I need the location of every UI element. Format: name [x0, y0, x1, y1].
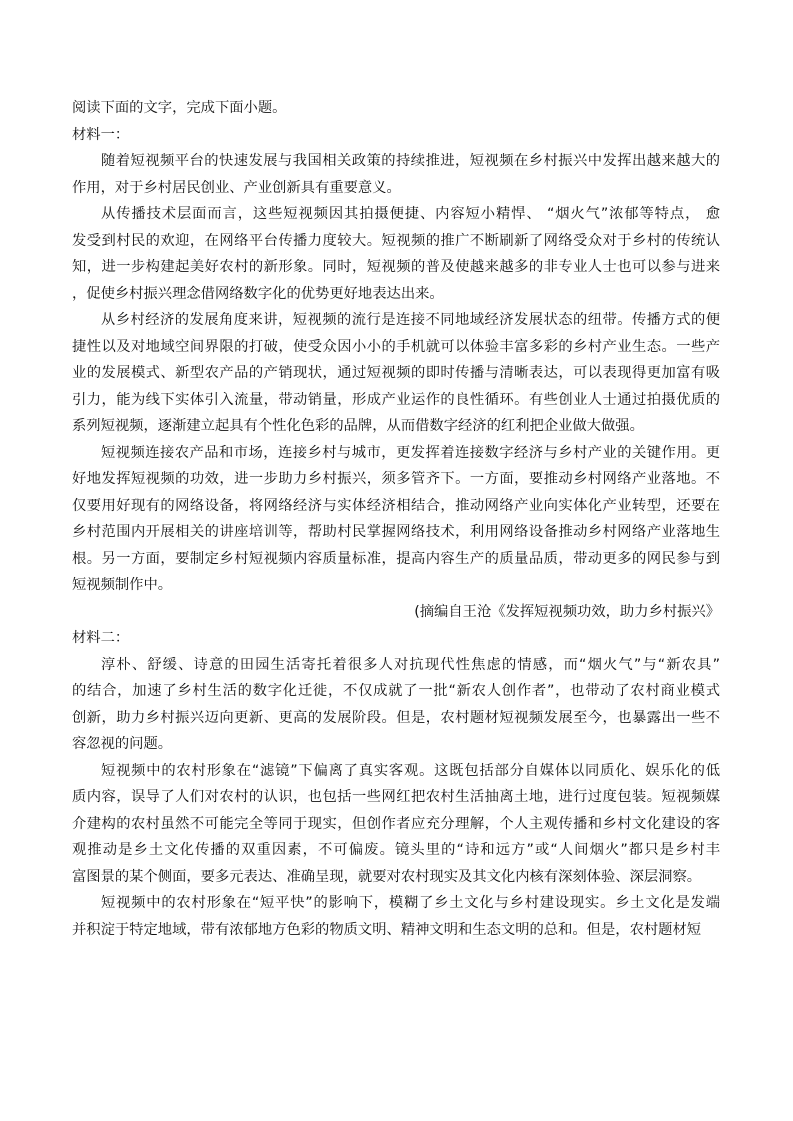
- paragraph-line: 短视频连接农产品和市场，连接乡村与城市，更发挥着连接数字经济与乡村产业的关键作用。更: [101, 444, 720, 461]
- paragraph: [72, 652, 720, 758]
- paragraph-line: 介建构的农村虽然不可能完全等同于现实，但创作者应充分理解，个人主观传播和乡村文化建设的客: [72, 815, 720, 832]
- paragraph-line: 质内容，误导了人们对农村的认识，也包括一些网红把农村生活抽离土地，进行过度包装。短视频媒: [72, 789, 720, 805]
- material1-body: [72, 148, 720, 599]
- instruction-text: 阅读下面的文字，完成下面小题。: [72, 100, 287, 116]
- paragraph-line: 容忽视的问题。: [72, 736, 173, 752]
- paragraph-line: 并积淀于特定地域，带有浓郁地方色彩的物质文明、精神文明和生态文明的总和。但是，农村题材短: [72, 921, 702, 938]
- paragraph-line: 的结合，加速了乡村生活的数字化迁徙，不仅成就了一批“新农人创作者”，也带动了农村商业模式: [72, 683, 720, 699]
- paragraph-line: 淳朴、舒缓、诗意的田园生活寄托着很多人对抗现代性焦虑的情感，而“烟火气”与“新农具”: [101, 656, 720, 673]
- paragraph-line: 仅要用好现有的网络设备，将网络经济与实体经济相结合，推动网络产业向实体化产业转型，还要在: [72, 497, 720, 514]
- paragraph: [72, 440, 720, 599]
- document-body: [72, 95, 720, 943]
- paragraph-line: ，促使乡村振兴理念借网络数字化的优势更好地表达出来。: [72, 285, 444, 302]
- paragraph-line: 从传播技术层面而言，这些短视频因其拍摄便捷、内容短小精悍、 “烟火气”浓郁等特点， 愈: [101, 206, 720, 222]
- material2-heading: 材料二：: [72, 630, 130, 646]
- paragraph-line: 短视频中的农村形象在“滤镜”下偏离了真实客观。这既包括部分自媒体以同质化、娱乐化的低: [101, 762, 720, 779]
- paragraph: [72, 307, 720, 440]
- paragraph-line: 短视频制作中。: [72, 577, 173, 593]
- paragraph-line: 引力，能为线下实体引入流量，带动销量，形成产业运作的良性循环。有些创业人士通过拍摄优质的: [72, 391, 720, 408]
- paragraph-line: 根。另一方面，要制定乡村短视频内容质量标准，提高内容生产的质量品质，带动更多的网民参与到: [72, 550, 720, 567]
- paragraph-line: 好地发挥短视频的功效，进一步助力乡村振兴，须多管齐下。一方面，要推动乡村网络产业落地。不: [72, 471, 720, 487]
- paragraph-line: 捷性以及对地域空间界限的打破，使受众因小小的手机就可以体验丰富多彩的乡村产业生态。一些产: [72, 338, 720, 355]
- paragraph-line: 系列短视频，逐渐建立起具有个性化色彩的品牌，从而借数字经济的红利把企业做大做强。: [72, 418, 644, 434]
- paragraph-line: 创新，助力乡村振兴迈向更新、更高的发展阶段。但是，农村题材短视频发展至今，也暴露出一些不: [72, 709, 720, 726]
- material2-body: [72, 652, 720, 944]
- paragraph-line: 富图景的某个侧面，要多元表达、准确呈现，就要对农村现实及其文化内核有深刻体验、深层洞察。: [72, 868, 702, 885]
- paragraph: [72, 890, 720, 943]
- paragraph: [72, 201, 720, 307]
- paragraph: [72, 148, 720, 201]
- paragraph-line: 随着短视频平台的快速发展与我国相关政策的持续推进，短视频在乡村振兴中发挥出越来越大的: [101, 153, 720, 169]
- paragraph: [72, 758, 720, 891]
- material1-source: (摘编自王沧《发挥短视频功效，助力乡村振兴》: [414, 603, 720, 620]
- paragraph-line: 发受到村民的欢迎，在网络平台传播力度较大。短视频的推广不断刷新了网络受众对于乡村的传统认: [72, 232, 720, 249]
- paragraph-line: 知，进一步构建起美好农村的新形象。同时，短视频的普及使越来越多的非专业人士也可以参与进来: [72, 259, 720, 275]
- paragraph-line: 从乡村经济的发展角度来讲，短视频的流行是连接不同地域经济发展状态的纽带。传播方式的便: [101, 312, 720, 328]
- paragraph-line: 作用，对于乡村居民创业、产业创新具有重要意义。: [72, 179, 401, 196]
- paragraph-line: 乡村范围内开展相关的讲座培训等，帮助村民掌握网络技术，利用网络设备推动乡村网络产业落地生: [72, 524, 720, 540]
- paragraph-line: 观推动是乡土文化传播的双重因素，不可偏废。镜头里的“诗和远方”或“人间烟火”都只是乡村丰: [72, 842, 720, 858]
- material1-heading: 材料一：: [72, 126, 130, 143]
- paragraph-line: 业的发展模式、新型农产品的产销现状，通过短视频的即时传播与清晰表达，可以表现得更加富有吸: [72, 365, 720, 381]
- paragraph-line: 短视频中的农村形象在“短平快”的影响下，模糊了乡土文化与乡村建设现实。乡土文化是发端: [101, 895, 720, 911]
